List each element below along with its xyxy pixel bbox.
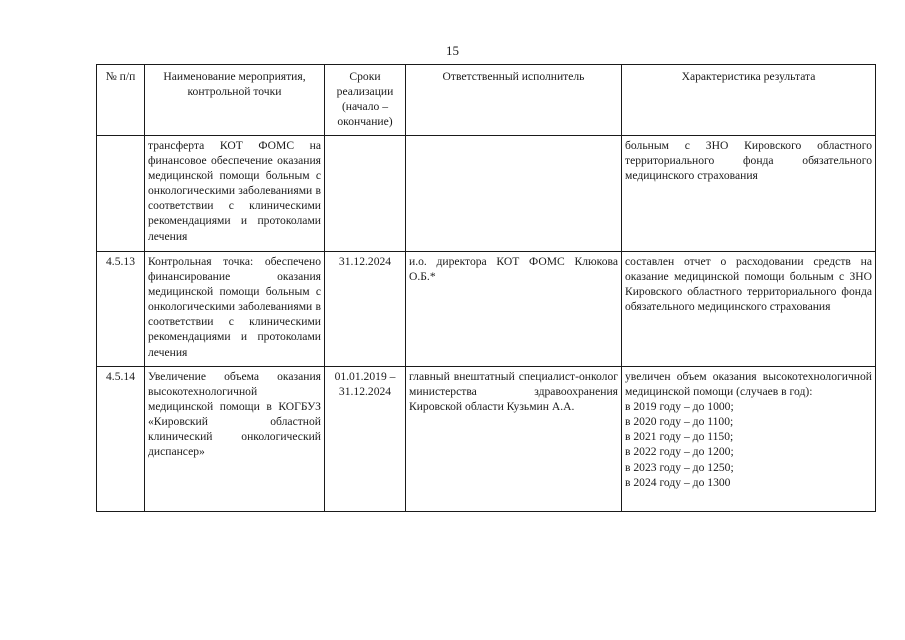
activity-name: Контрольная точка: обеспечено финансирование оказания медицинской помощи больным с онкологическими заболеваниями в соответствии с клиническими рекомендациями и протоколами лечения: [145, 252, 325, 367]
table-header-row: [97, 65, 876, 136]
table-row: [97, 252, 876, 367]
table-row: [97, 136, 876, 252]
result-cell: больным с ЗНО Кировского областного территориального фонда обязательного медицинского страхования: [622, 136, 876, 252]
header-num: № п/п: [97, 65, 145, 136]
result-item: в 2021 году – до 1150;: [625, 430, 734, 444]
header-name: Наименование мероприятия, контрольной точки: [145, 65, 325, 136]
deadline-cell: [325, 136, 406, 252]
row-number: [97, 136, 145, 252]
result-cell: [622, 367, 876, 512]
result-item: в 2023 году – до 1250;: [625, 460, 734, 474]
header-executor: Ответственный исполнитель: [406, 65, 622, 136]
executor-cell: главный внештатный специалист-онколог министерства здравоохранения Кировской области Кузьмин А.А.: [406, 367, 622, 512]
deadline-cell: 31.12.2024: [325, 252, 406, 367]
row-number: 4.5.14: [97, 367, 145, 512]
activity-name: Увеличение объема оказания высокотехнологичной медицинской помощи в КОГБУЗ «Кировский областной клинический онкологический диспансер»: [145, 367, 325, 512]
table-row: [97, 367, 876, 512]
deadline-start: 01.01.2019 –: [334, 370, 396, 383]
deadline-cell: [325, 367, 406, 512]
executor-cell: [406, 136, 622, 252]
result-item: в 2024 году – до 1300: [625, 475, 731, 489]
result-item: в 2019 году – до 1000;: [625, 400, 734, 414]
header-deadline: Сроки реализации (начало – окончание): [325, 65, 406, 136]
result-item: в 2022 году – до 1200;: [625, 445, 734, 459]
row-number: 4.5.13: [97, 252, 145, 367]
result-item: в 2020 году – до 1100;: [625, 415, 734, 429]
executor-cell: и.о. директора КОТ ФОМС Клюкова О.Б.*: [406, 252, 622, 367]
activities-table: [96, 64, 876, 512]
header-result: Характеристика результата: [622, 65, 876, 136]
page-number: 15: [446, 43, 459, 58]
result-cell: составлен отчет о расходовании средств на оказание медицинской помощи больным с ЗНО Кировского областного территориального фонда обязательного медицинского страхования: [622, 252, 876, 367]
result-intro: увеличен объем оказания высокотехнологичной медицинской помощи (случаев в год):: [625, 370, 872, 399]
activity-name: трансферта КОТ ФОМС на финансовое обеспечение оказания медицинской помощи больным с онкологическими заболеваниями в соответствии с клиническими рекомендациями и протоколами лечения: [145, 136, 325, 252]
deadline-end: 31.12.2024: [338, 385, 392, 399]
